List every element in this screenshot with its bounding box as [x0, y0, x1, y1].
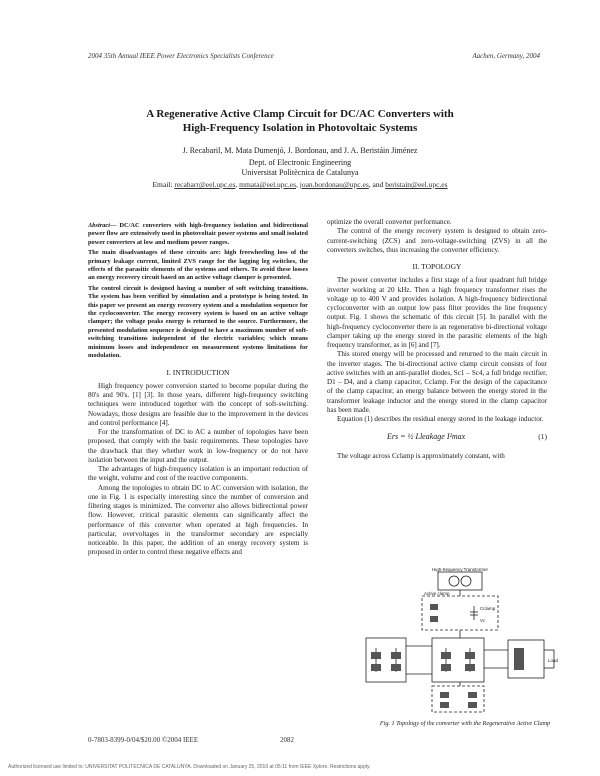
email-link-1[interactable]: recabarr@eel.upc.es — [174, 180, 236, 189]
transformer-label: High-frequency Transformer — [431, 568, 489, 572]
converter-topology-figure — [362, 568, 560, 718]
email-label: Email: — [152, 180, 173, 189]
intro-paragraph-3: The advantages of high-frequency isolation is an important reduction of the weight, volume and cost of the reactive components. — [88, 465, 308, 483]
active-clamp-label: Active clamp — [424, 591, 450, 596]
equation-row — [327, 432, 547, 441]
section-heading-topology: II. TOPOLOGY — [412, 262, 462, 271]
rectifier-box — [432, 686, 484, 712]
download-authorization-note: Authorized licensed use limited to: UNIVERSITAT POLITECNICA DE CATALUNYA. Downloaded on January 25, 2010 at 05:11 from IEEE Xplore. Restrictions apply. — [8, 764, 371, 770]
cycloconverter-block — [432, 638, 484, 682]
equation-number: (1) — [538, 432, 547, 442]
continued-paragraph: optimize the overall converter performance. — [327, 218, 452, 226]
footer-copyright: 0-7803-8399-0/04/$20.00 ©2004 IEEE — [88, 736, 199, 744]
abstract-paragraph-3: The control circuit is designed having a number of soft switching transitions. The system has been verified by simulation and a prototype is being tested. In this paper we present an energy recovery system and a modulation sequence for the cycloconverter. The energy recovery system is based on an active voltage clamper; the voltage peaks energy is returned to the source. Furthermore, the presented modulation sequence is designed to have a maximum number of soft-switching transitions independent of the electric variables; which means minimum losses and independence on measurement systems limitations for modulation. — [88, 284, 308, 360]
topology-paragraph-2: This stored energy will be processed and returned to the main circuit in the inverter stages. The bi-directional active clamp circuit consists of four active switches with an anti-parallel diodes, Sc1 – Sc4, a full bridge rectifier, D1 – D4, and a clamp capacitor, Cclamp. For the design of the capacitance of the clamp capacitor, an energy balance between the energy stored in the transformer leakage inductor and the energy stored in the clamp capacitor has been made. — [327, 350, 547, 414]
topology-paragraph-3: Equation (1) describes the residual energy stored in the leakage inductor. — [337, 415, 544, 423]
abstract-label: Abstract — [88, 222, 111, 229]
abstract-paragraph-2: The main disadvantages of these circuits are: high freewheeling loss of the primary leakage current, limited ZVS range for the lagging leg switches, the effects of the parasitic elements of the systems and others. To avoid these losses an energy recovery circuit based on an active voltage clamper is presented. — [88, 249, 308, 282]
intro-paragraph-2: For the transformation of DC to AC a number of topologies have been proposed, that comply with the basic requirements. These topologies have the drawback that they whether work in low-frequency or do not have isolation between the input and the output. — [88, 428, 308, 464]
abstract-paragraph-1 — [88, 222, 308, 247]
email-conjunction: and — [372, 180, 384, 189]
active-clamp-box — [422, 596, 498, 630]
output-filter-block — [508, 640, 544, 678]
paper-title-line-1: A Regenerative Active Clamp Circuit for DC/AC Converters with — [146, 108, 454, 120]
author-list: J. Recabaril, M. Mata Dumenjó, J. Bordonau, and J. A. Beristáin Jiménez — [182, 146, 418, 155]
author-emails: Email: recabarr@eel.upc.es, mmata@eel.upc.es, joan.bordonau@upc.es, and beristain@eel.upc.es — [152, 180, 448, 189]
topology-paragraph-4: The voltage across Cclamp is approximately constant, with — [337, 451, 505, 460]
transformer-winding-secondary — [461, 576, 471, 586]
affiliation-department: Dept. of Electronic Engineering — [248, 158, 352, 167]
topology-intro-paragraph: The control of the energy recovery system is designed to obtain zero-current-switching (ZCS) and zero-voltage-switching (ZVS) in all the converters switches, thus increasing the converter efficiency. — [327, 227, 547, 254]
intro-paragraph-4: Among the topologies to obtain DC to AC conversion with isolation, the one in Fig. 1 is especially interesting since the number of conversion and filtering stages is minimized. The converter also allows bidirectional power flow. However, critical parasitic elements can significantly affect the performance of this converter when operated at high frequencies. In particular, overvoltages in the transformer secondary are especially noticeable. In this paper, the addition of an energy recovery system is proposed in order to control these negative effects and — [88, 483, 308, 557]
transformer-winding-primary — [449, 576, 459, 586]
page-number: 2082 — [280, 736, 294, 744]
left-column — [88, 222, 308, 558]
load-label: Load — [548, 658, 559, 663]
abstract-text-1: — DC/AC converters with high-frequency isolation and bidirectional power flow are extensively used in photovoltaic power systems and small isolated power converters at low and medium power ranges. — [88, 222, 308, 246]
vc-label: Vc — [480, 618, 486, 623]
affiliation-university: Universitat Politècnica de Catalunya — [241, 168, 359, 177]
inverter-bridge — [366, 638, 406, 682]
intro-paragraph-1: High frequency power conversion started to become popular during the 80's and 90's. [1] [3]. In those years, different high-frequency switching techniques were introduced together with the concept of soft-switching. Nowadays, those designs are feasible due to the improvement in the devices and control performance [4]. — [88, 381, 308, 427]
section-heading-introduction: I. INTRODUCTION — [166, 367, 230, 377]
topology-paragraph-1: The power converter includes a first stage of a four quadrant full bridge inverter working at 20 kHz. Then a high frequency transformer rises the voltage up to 400 V and provides isolation. A high-frequency bidirectional cycloconverter with an output low pass filter provides the line frequency output. Fig. 1 shows the schematic of this circuit [5]. In parallel with the high-frequency cycloconverter there is an regenerative bi-directional voltage clamper taking up the energy stored in the parasitic elements of the high frequency transformer, as in [6] and [7]. — [327, 276, 547, 349]
figure-caption: Fig. 1 Topology of the converter with the Regenerative Active Clamp — [379, 720, 551, 727]
right-column — [327, 218, 547, 461]
cclamp-label: Cclamp — [480, 606, 496, 611]
email-link-2[interactable]: mmata@eel.upc.es — [239, 180, 297, 189]
transformer-block — [438, 572, 482, 590]
email-link-3[interactable]: joan.bordonau@upc.es — [299, 180, 369, 189]
running-header-location: Aachen, Germany, 2004 — [472, 52, 540, 60]
equation-1: Ers = ½ Lleakage I²max — [387, 432, 466, 442]
email-link-4[interactable]: beristain@eel.upc.es — [385, 180, 448, 189]
paper-title-line-2: High-Frequency Isolation in Photovoltaic Systems — [182, 122, 418, 134]
running-header-conference: 2004 35th Annual IEEE Power Electronics Specialists Conference — [88, 52, 274, 60]
